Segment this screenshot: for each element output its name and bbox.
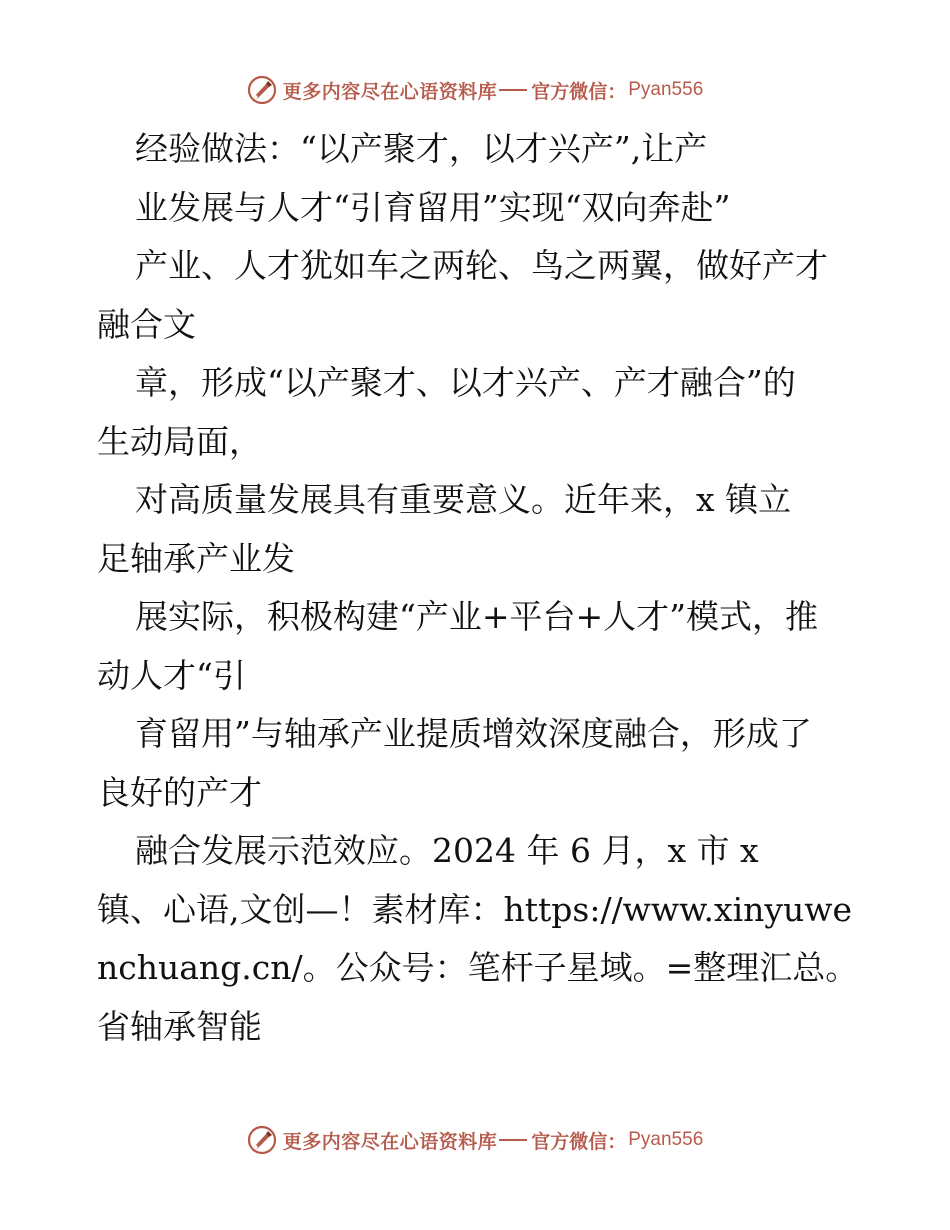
- text-line: 章，形成“以产聚才、以才兴产、产才融合”的: [135, 363, 796, 402]
- watermark-wechat-label: 官方微信：: [531, 80, 627, 103]
- text-line: 融合文: [97, 304, 196, 344]
- text-line: 业发展与人才“引育留用”实现“双向奔赴”: [135, 187, 731, 227]
- text-line: 生动局面，: [97, 421, 262, 461]
- watermark-wechat-label: 官方微信：: [531, 1130, 627, 1153]
- text-line: 经验做法：“以产聚才，以才兴产”,让产: [135, 129, 708, 168]
- watermark-text: 更多内容尽在心语资料库: [282, 1130, 498, 1153]
- text-line: 省轴承智能: [97, 1006, 262, 1046]
- text-line: 足轴承产业发: [97, 538, 295, 578]
- body-text: [97, 120, 857, 1056]
- text-line: 良好的产才: [97, 772, 262, 812]
- pen-logo-icon: [247, 1125, 277, 1155]
- text-line: nchuang.cn/。公众号：笔杆子星域。=整理汇总。: [97, 948, 859, 987]
- text-line: 融合发展示范效应。2024 年 6 月，x 市 x: [135, 831, 759, 870]
- text-line: 对高质量发展具有重要意义。近年来，x 镇立: [135, 480, 792, 519]
- header-watermark-banner: [0, 70, 950, 110]
- text-line: 动人才“引: [97, 655, 246, 695]
- footer-watermark-banner: [0, 1120, 950, 1160]
- text-line: 展实际，积极构建“产业+平台+人才”模式，推: [135, 597, 819, 636]
- pen-logo-icon: [247, 75, 277, 105]
- watermark-text: 更多内容尽在心语资料库: [282, 80, 498, 103]
- watermark-dash: [499, 1139, 527, 1141]
- watermark-dash: [499, 89, 527, 91]
- watermark-wechat-id: Pyan556: [628, 1129, 704, 1150]
- text-line: 镇、心语,文创—！素材库：https://www.xinyuwe: [97, 889, 853, 929]
- text-line: 育留用”与轴承产业提质增效深度融合，形成了: [135, 714, 812, 753]
- watermark-wechat-id: Pyan556: [628, 79, 704, 100]
- text-line: 产业、人才犹如车之两轮、鸟之两翼，做好产才: [135, 246, 828, 285]
